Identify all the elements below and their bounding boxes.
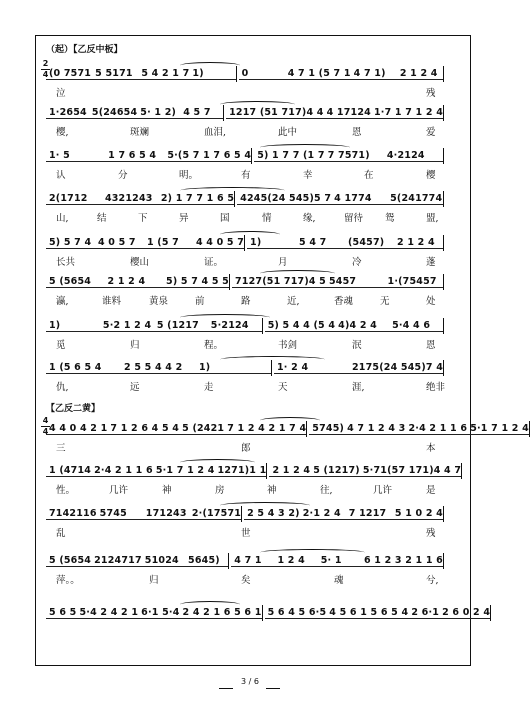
measure: 1· 2 4: [274, 362, 349, 374]
measure: 2·4 2 1 1 6: [91, 465, 153, 477]
measure: 5) 5 7 4 5 5: [163, 276, 229, 288]
measure: 1): [189, 68, 235, 80]
footer-rule-right: [266, 688, 280, 689]
lyric: 认: [56, 170, 66, 181]
measure: 1271)1 1: [215, 465, 267, 477]
lyric: 处: [426, 296, 436, 307]
lyric-row: [46, 167, 446, 179]
measure: 2·4 2 1 1 6: [405, 423, 467, 435]
lyric: 仇,: [56, 382, 69, 393]
lyric: 泯: [352, 340, 362, 351]
lyric: 走: [204, 382, 214, 393]
lyric: 残: [426, 528, 436, 539]
measure: 5·4 2 4 2 1: [76, 607, 138, 619]
lyric-row: [46, 482, 446, 494]
measure: 4 4 0 4 2 1: [46, 423, 107, 435]
lyric-row: [46, 210, 446, 222]
measure: 5·2 1 2 4: [100, 320, 154, 332]
slur-mark: [220, 231, 280, 238]
lyric: 月: [278, 257, 288, 268]
measure: 4 0 5 7: [95, 237, 144, 249]
lyric-row: [46, 85, 446, 97]
lyric: 黄泉: [149, 296, 169, 307]
lyric: 情: [262, 213, 272, 224]
music-row: [46, 320, 446, 332]
measure: 1217 (51 717)4 4: [226, 107, 324, 119]
lyric: 证。: [204, 257, 224, 268]
lyric: 几许: [109, 485, 129, 496]
lyric: 近,: [287, 296, 300, 307]
music-row: [46, 193, 446, 205]
barline: [443, 318, 446, 334]
lyric: 远: [130, 382, 140, 393]
lyric: 书剑: [278, 340, 298, 351]
lyric: 几许: [373, 485, 393, 496]
barline: [443, 191, 446, 207]
measure: 1 (5 7: [144, 237, 193, 249]
measure: 5·71(57 171)4 4 7: [360, 465, 461, 477]
measure: 6 1 2 3 2 1 1 6: [361, 555, 443, 567]
measure: 1 2 4: [274, 555, 317, 567]
measure: 5· 1 2): [137, 107, 180, 119]
measure: 1 (4714: [46, 465, 91, 477]
measure: 5 (1217): [310, 465, 360, 477]
measure: 1·7 1 7 1 2 4: [371, 107, 443, 119]
slur-mark: [260, 144, 350, 151]
measure: 2175(24 545)7 4: [349, 362, 443, 374]
measure: 4 7 1): [351, 68, 397, 80]
measure: 4 4 0 5 7: [193, 237, 244, 249]
measure: 5 (1217: [154, 320, 208, 332]
slur-mark: [260, 549, 365, 556]
lyric: 前: [195, 296, 205, 307]
measure: 5457: [326, 276, 385, 288]
measure: 5) 5 4 4 (5 4: [265, 320, 335, 332]
measure: 5 1 0 2 4: [392, 508, 443, 520]
measure: 1· 5: [46, 150, 105, 162]
music-row: [46, 150, 446, 162]
measure: 5745: [97, 508, 143, 520]
measure: 4 17124: [324, 107, 371, 119]
measure: 4 1774: [331, 193, 387, 205]
lyric: 归: [149, 575, 159, 586]
lyric: 爱: [426, 127, 436, 138]
music-row: [46, 555, 446, 567]
lyric: 山,: [56, 213, 69, 224]
measure: 1·(75457: [385, 276, 444, 288]
slur-mark: [180, 187, 285, 194]
barline: [443, 148, 446, 164]
lyric: 归: [130, 340, 140, 351]
measure: 2 6·1: [408, 607, 439, 619]
barline: [443, 274, 446, 290]
measure: 4)4 2 4: [335, 320, 389, 332]
time-signature-1: 2 4: [42, 59, 49, 79]
measure: 5·1 7 1 2 4: [153, 465, 215, 477]
measure: 5·4 4 6: [389, 320, 443, 332]
lyric: 谁料: [102, 296, 122, 307]
measure: 7 1217: [346, 508, 392, 520]
lyric: 房: [215, 485, 225, 496]
barline: [490, 605, 493, 621]
lyric: 乱: [56, 528, 66, 539]
measure: 5645): [185, 555, 228, 567]
lyric: 分: [118, 170, 128, 181]
music-row: [46, 237, 446, 249]
measure: 5(24654: [89, 107, 137, 119]
measure: 51024: [142, 555, 185, 567]
lyric: 觅: [56, 340, 66, 351]
lyric: 性。: [56, 485, 76, 496]
measure: 4 7 1: [231, 555, 274, 567]
lyric: 矣: [241, 575, 251, 586]
measure: 4 5 7: [180, 107, 223, 119]
measure: 5· 1: [318, 555, 361, 567]
measure: 5 6 5: [46, 607, 76, 619]
lyric: 无: [380, 296, 390, 307]
lyric: 恩: [426, 340, 436, 351]
lyric: 下: [138, 213, 148, 224]
measure: 5·2124: [208, 320, 262, 332]
lyric: 留待: [344, 213, 364, 224]
measure: 2 1 2 4: [105, 276, 164, 288]
slur-mark: [260, 417, 320, 424]
lyric: 血泪,: [204, 127, 227, 138]
music-row: [46, 68, 446, 80]
music-row: [46, 276, 446, 288]
lyric-row: [46, 572, 446, 584]
measure: 1): [46, 320, 100, 332]
barline: [529, 421, 532, 437]
lyric: 幸: [303, 170, 313, 181]
measure: 2124717: [91, 555, 142, 567]
lyric-row: [46, 525, 446, 537]
lyric: 残: [426, 88, 436, 99]
measure: 4321243: [102, 193, 158, 205]
slur-mark: [180, 314, 270, 321]
lyric: 恩: [352, 127, 362, 138]
measure: 5 6 4 5 6·5: [265, 607, 327, 619]
measure: 2(1712: [46, 193, 102, 205]
lyric: 蓬: [426, 257, 436, 268]
lyric: 樱山: [130, 257, 150, 268]
measure: 4 7 1 (5 7 1: [285, 68, 351, 80]
lyric-row: [46, 254, 446, 266]
lyric: 长共: [56, 257, 76, 268]
lyric: 明。: [179, 170, 199, 181]
lyric: 路: [241, 296, 251, 307]
lyric: 冷: [352, 257, 362, 268]
lyric: 兮,: [426, 575, 439, 586]
lyric: 有: [241, 170, 251, 181]
slur-mark: [220, 101, 295, 108]
lyric-row: [46, 624, 446, 636]
lyric: 缘,: [303, 213, 316, 224]
barline: [443, 360, 446, 376]
page-footer: [0, 677, 500, 686]
measure: 4245(24 545)5 7: [237, 193, 331, 205]
slur-mark: [260, 270, 335, 277]
measure: 7127(51 717)4 5: [232, 276, 326, 288]
lyric: 魂: [334, 575, 344, 586]
measure: 5·1 7 1 2 4: [467, 423, 529, 435]
measure: 2·1 2 4: [300, 508, 346, 520]
measure: 2 5 5 4 4 2: [121, 362, 196, 374]
lyric: 涯,: [352, 382, 365, 393]
barline: [461, 463, 464, 479]
lyric: 绝非: [426, 382, 446, 393]
measure: 2 5 4 3 2): [244, 508, 300, 520]
page-number: 3 / 6: [241, 677, 259, 686]
music-row: [46, 508, 446, 520]
lyric: 三: [56, 443, 66, 454]
measure: 1·2654: [46, 107, 89, 119]
lyric: 鸳: [385, 213, 395, 224]
measure: 2 6 0 2 4: [439, 607, 490, 619]
measure: 2 1 2 4: [394, 237, 443, 249]
lyric: 天: [278, 382, 288, 393]
music-row: [46, 423, 529, 435]
lyric: 程。: [204, 340, 224, 351]
barline: [443, 105, 446, 121]
lyric: 是: [426, 485, 436, 496]
time-signature-2: 4 4: [42, 416, 49, 436]
measure: 6·1 5·4: [138, 607, 179, 619]
music-row: [46, 107, 446, 119]
lyric: 世: [241, 528, 251, 539]
measure: 5745): [309, 423, 344, 435]
barline: [443, 506, 446, 522]
slur-mark: [220, 356, 325, 363]
measure: 2) 1 7 7 1 6 5: [158, 193, 234, 205]
measure: 4 5 6 1 5 6 5 4: [326, 607, 408, 619]
lyric: 樱: [426, 170, 436, 181]
slur-mark: [220, 502, 310, 509]
lyric: 本: [426, 443, 436, 454]
lyric: 瀛,: [56, 296, 69, 307]
lyric: 郎: [241, 443, 251, 454]
measure: 2 1 2 4: [397, 68, 443, 80]
lyric: 神: [267, 485, 277, 496]
measure: 2 4 2 1 6 5 6 1: [180, 607, 262, 619]
measure: 5) 5 7 4: [46, 237, 95, 249]
lyric: 异: [179, 213, 189, 224]
footer-rule-left: [219, 688, 233, 689]
lyric: 樱,: [56, 127, 69, 138]
measure: 5 4 2 1 7: [138, 68, 189, 80]
lyric: 在: [364, 170, 374, 181]
section-label-1: （起）【乙反中板】: [46, 45, 123, 55]
measure: 1 7 6 5 4: [105, 150, 164, 162]
slur-mark: [180, 459, 255, 466]
measure: 7 1 2 4 2 1 7 4: [224, 423, 306, 435]
lyric: 结: [97, 213, 107, 224]
lyric: 泣: [56, 88, 66, 99]
measure: 4 7 1 2 4 3: [344, 423, 405, 435]
measure: 5) 1 7 7 (1 7: [254, 150, 324, 162]
measure: 0: [239, 68, 285, 80]
measure: 7142116: [46, 508, 97, 520]
measure: (5457): [345, 237, 394, 249]
measure: 1): [247, 237, 296, 249]
lyric: 往,: [320, 485, 333, 496]
lyric: 斑斓: [130, 127, 150, 138]
lyric-row: [46, 293, 446, 305]
measure: 4·2124: [384, 150, 443, 162]
lyric-row: [46, 440, 446, 452]
measure: (0 7571: [46, 68, 92, 80]
music-row: [46, 465, 462, 477]
slur-mark: [180, 62, 240, 69]
measure: 5(241774: [387, 193, 443, 205]
lyric: 此中: [278, 127, 298, 138]
measure: 5·(5 7 1 7 6 5 4: [164, 150, 251, 162]
lyric: 萍。。: [56, 575, 80, 586]
measure: 5 4 7: [296, 237, 345, 249]
measure: 1): [196, 362, 271, 374]
measure: 1 (5 6 5 4: [46, 362, 121, 374]
measure: 5 (2421: [179, 423, 224, 435]
music-row: [46, 362, 446, 374]
measure: 171243: [143, 508, 189, 520]
measure: 2 1 2 4: [269, 465, 310, 477]
measure: 5 5171: [92, 68, 138, 80]
barline: [443, 66, 446, 82]
lyric-row: [46, 337, 446, 349]
measure: 2·(17571: [189, 508, 241, 520]
barline: [443, 553, 446, 569]
lyric: 国: [220, 213, 230, 224]
measure: 7 1 2 6 4 5 4: [107, 423, 179, 435]
barline: [443, 235, 446, 251]
slur-mark: [180, 601, 240, 608]
section-label-2: 【乙反二黄】: [46, 404, 101, 414]
measure: 5 (5654: [46, 276, 105, 288]
lyric: 神: [162, 485, 172, 496]
lyric-row: [46, 379, 446, 391]
measure: 7 7571): [325, 150, 384, 162]
lyric-row: [46, 124, 446, 136]
measure: 5 (5654: [46, 555, 91, 567]
music-row: [46, 607, 491, 619]
lyric: 香魂: [334, 296, 354, 307]
lyric: 盟,: [426, 213, 439, 224]
